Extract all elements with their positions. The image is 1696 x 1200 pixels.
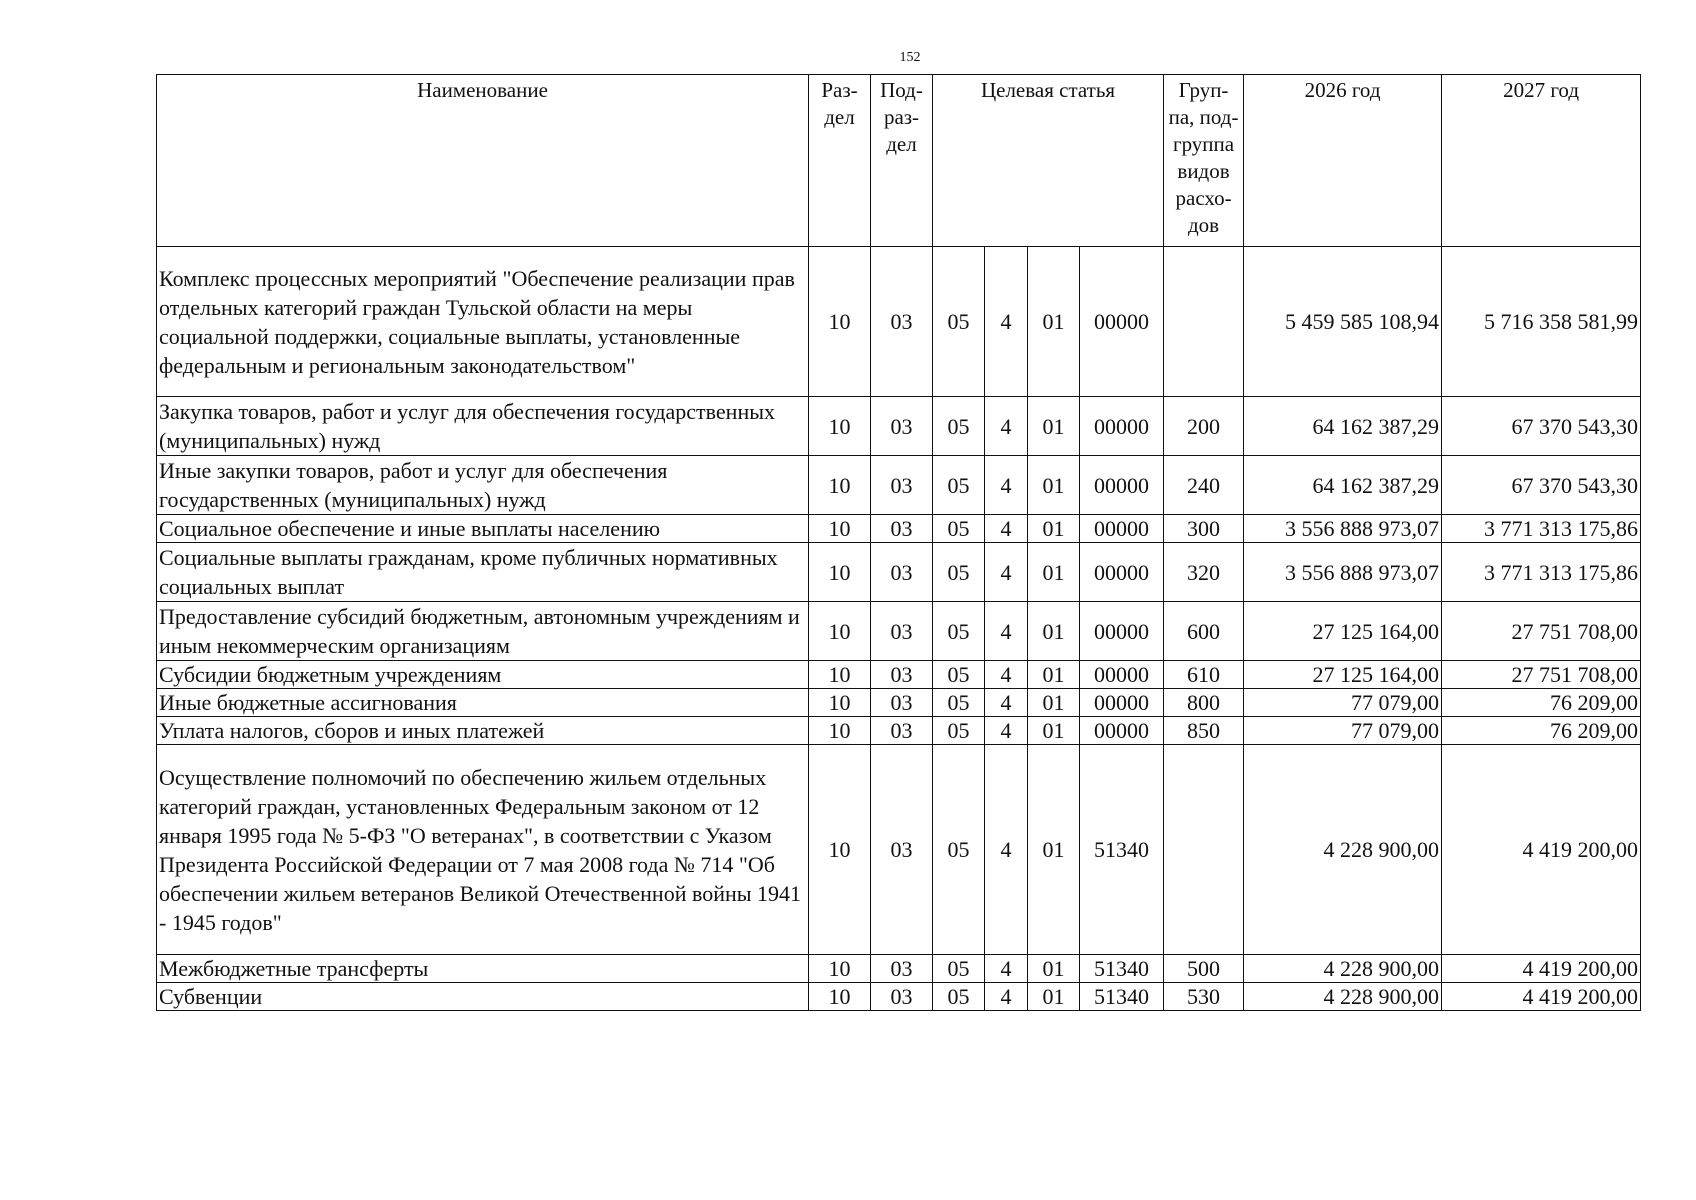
row-target-type: 4 <box>985 456 1028 515</box>
row-target-structure: 01 <box>1028 717 1080 745</box>
row-name: Осуществление полномочий по обеспечению жильем отдельных категорий граждан, установленных Федеральным законом от 12 января 1995 года № 5-ФЗ "О ветеранах", в соответствии с Указом Президента Российской Федерации от 7 мая 2008 года № 714 "Об обеспечении жильем ветеранов Великой Отечественной войны 1941 - 1945 годов" <box>157 745 809 955</box>
header-section: Раз- дел <box>809 75 871 247</box>
row-target-type: 4 <box>985 955 1028 983</box>
row-target-program: 05 <box>933 397 985 456</box>
row-expense-group <box>1164 247 1244 397</box>
row-expense-group: 800 <box>1164 689 1244 717</box>
table-header-row <box>157 75 1641 247</box>
row-section: 10 <box>809 745 871 955</box>
row-amount-2026: 3 556 888 973,07 <box>1244 515 1442 543</box>
row-expense-group <box>1164 745 1244 955</box>
row-amount-2027: 76 209,00 <box>1442 717 1641 745</box>
row-target-direction: 00000 <box>1080 602 1164 661</box>
table-row <box>157 717 1641 745</box>
table-row <box>157 247 1641 397</box>
row-subsection: 03 <box>871 745 933 955</box>
row-target-program: 05 <box>933 602 985 661</box>
row-section: 10 <box>809 602 871 661</box>
table-row <box>157 689 1641 717</box>
row-name: Социальные выплаты гражданам, кроме публичных нормативных социальных выплат <box>157 543 809 602</box>
row-subsection: 03 <box>871 247 933 397</box>
row-amount-2026: 64 162 387,29 <box>1244 456 1442 515</box>
row-subsection: 03 <box>871 955 933 983</box>
row-expense-group: 240 <box>1164 456 1244 515</box>
row-expense-group: 300 <box>1164 515 1244 543</box>
row-subsection: 03 <box>871 983 933 1011</box>
row-target-direction: 00000 <box>1080 515 1164 543</box>
row-amount-2026: 3 556 888 973,07 <box>1244 543 1442 602</box>
header-name: Наименование <box>157 75 809 247</box>
row-target-direction: 00000 <box>1080 543 1164 602</box>
table-body <box>157 247 1641 1011</box>
row-target-direction: 00000 <box>1080 247 1164 397</box>
row-amount-2026: 4 228 900,00 <box>1244 745 1442 955</box>
table-row <box>157 456 1641 515</box>
row-expense-group: 500 <box>1164 955 1244 983</box>
row-amount-2027: 67 370 543,30 <box>1442 397 1641 456</box>
row-section: 10 <box>809 717 871 745</box>
row-expense-group: 850 <box>1164 717 1244 745</box>
row-amount-2026: 27 125 164,00 <box>1244 661 1442 689</box>
row-target-structure: 01 <box>1028 543 1080 602</box>
row-target-structure: 01 <box>1028 397 1080 456</box>
row-target-direction: 51340 <box>1080 983 1164 1011</box>
table-row <box>157 983 1641 1011</box>
row-name: Закупка товаров, работ и услуг для обеспечения государственных (муниципальных) нужд <box>157 397 809 456</box>
row-target-structure: 01 <box>1028 955 1080 983</box>
row-target-program: 05 <box>933 745 985 955</box>
row-target-structure: 01 <box>1028 602 1080 661</box>
row-target-direction: 00000 <box>1080 661 1164 689</box>
header-expense-group: Груп- па, под- группа видов расхо- дов <box>1164 75 1244 247</box>
row-amount-2027: 4 419 200,00 <box>1442 955 1641 983</box>
row-section: 10 <box>809 983 871 1011</box>
row-subsection: 03 <box>871 515 933 543</box>
row-section: 10 <box>809 397 871 456</box>
row-expense-group: 610 <box>1164 661 1244 689</box>
header-year-2026: 2026 год <box>1244 75 1442 247</box>
row-name: Уплата налогов, сборов и иных платежей <box>157 717 809 745</box>
row-target-program: 05 <box>933 247 985 397</box>
row-section: 10 <box>809 247 871 397</box>
row-expense-group: 530 <box>1164 983 1244 1011</box>
table-row <box>157 602 1641 661</box>
row-subsection: 03 <box>871 602 933 661</box>
row-name: Комплекс процессных мероприятий "Обеспечение реализации прав отдельных категорий граждан Тульской области на меры социальной поддержки, социальные выплаты, установленные федеральным и региональным законодательством" <box>157 247 809 397</box>
row-name: Межбюджетные трансферты <box>157 955 809 983</box>
row-amount-2027: 27 751 708,00 <box>1442 661 1641 689</box>
row-target-direction: 51340 <box>1080 745 1164 955</box>
row-expense-group: 320 <box>1164 543 1244 602</box>
row-target-program: 05 <box>933 955 985 983</box>
row-name: Иные бюджетные ассигнования <box>157 689 809 717</box>
row-target-type: 4 <box>985 745 1028 955</box>
row-amount-2027: 27 751 708,00 <box>1442 602 1641 661</box>
row-target-type: 4 <box>985 983 1028 1011</box>
row-amount-2027: 4 419 200,00 <box>1442 745 1641 955</box>
row-target-structure: 01 <box>1028 745 1080 955</box>
row-section: 10 <box>809 689 871 717</box>
row-target-program: 05 <box>933 983 985 1011</box>
row-section: 10 <box>809 543 871 602</box>
row-target-direction: 00000 <box>1080 689 1164 717</box>
row-amount-2026: 4 228 900,00 <box>1244 955 1442 983</box>
table-row <box>157 661 1641 689</box>
row-subsection: 03 <box>871 456 933 515</box>
row-target-program: 05 <box>933 661 985 689</box>
row-target-structure: 01 <box>1028 689 1080 717</box>
header-subsection: Под- раз- дел <box>871 75 933 247</box>
row-name: Предоставление субсидий бюджетным, автономным учреждениям и иным некоммерческим организациям <box>157 602 809 661</box>
row-target-program: 05 <box>933 543 985 602</box>
row-target-program: 05 <box>933 456 985 515</box>
header-year-2027: 2027 год <box>1442 75 1641 247</box>
row-name: Субсидии бюджетным учреждениям <box>157 661 809 689</box>
table-row <box>157 955 1641 983</box>
row-amount-2026: 5 459 585 108,94 <box>1244 247 1442 397</box>
row-amount-2027: 4 419 200,00 <box>1442 983 1641 1011</box>
header-target-article: Целевая статья <box>933 75 1164 247</box>
table-row <box>157 745 1641 955</box>
row-target-type: 4 <box>985 602 1028 661</box>
row-target-type: 4 <box>985 515 1028 543</box>
row-amount-2026: 77 079,00 <box>1244 717 1442 745</box>
row-name: Иные закупки товаров, работ и услуг для обеспечения государственных (муниципальных) нужд <box>157 456 809 515</box>
budget-table <box>156 74 1641 1011</box>
table-row <box>157 397 1641 456</box>
row-target-direction: 00000 <box>1080 397 1164 456</box>
row-target-program: 05 <box>933 515 985 543</box>
row-target-type: 4 <box>985 543 1028 602</box>
row-amount-2027: 3 771 313 175,86 <box>1442 543 1641 602</box>
row-target-program: 05 <box>933 717 985 745</box>
row-subsection: 03 <box>871 689 933 717</box>
row-target-structure: 01 <box>1028 456 1080 515</box>
table-row <box>157 543 1641 602</box>
row-amount-2027: 76 209,00 <box>1442 689 1641 717</box>
row-target-program: 05 <box>933 689 985 717</box>
row-amount-2027: 67 370 543,30 <box>1442 456 1641 515</box>
row-expense-group: 200 <box>1164 397 1244 456</box>
row-target-type: 4 <box>985 661 1028 689</box>
row-target-structure: 01 <box>1028 661 1080 689</box>
row-target-direction: 51340 <box>1080 955 1164 983</box>
row-subsection: 03 <box>871 543 933 602</box>
row-amount-2027: 5 716 358 581,99 <box>1442 247 1641 397</box>
row-target-structure: 01 <box>1028 983 1080 1011</box>
row-subsection: 03 <box>871 397 933 456</box>
row-subsection: 03 <box>871 717 933 745</box>
row-target-type: 4 <box>985 247 1028 397</box>
row-expense-group: 600 <box>1164 602 1244 661</box>
row-section: 10 <box>809 456 871 515</box>
row-target-type: 4 <box>985 689 1028 717</box>
row-amount-2027: 3 771 313 175,86 <box>1442 515 1641 543</box>
row-target-structure: 01 <box>1028 247 1080 397</box>
row-amount-2026: 4 228 900,00 <box>1244 983 1442 1011</box>
row-name: Субвенции <box>157 983 809 1011</box>
row-amount-2026: 64 162 387,29 <box>1244 397 1442 456</box>
table-row <box>157 515 1641 543</box>
row-section: 10 <box>809 955 871 983</box>
row-subsection: 03 <box>871 661 933 689</box>
page-number: 152 <box>899 50 921 65</box>
row-target-direction: 00000 <box>1080 717 1164 745</box>
row-target-direction: 00000 <box>1080 456 1164 515</box>
row-section: 10 <box>809 515 871 543</box>
row-target-type: 4 <box>985 397 1028 456</box>
row-target-structure: 01 <box>1028 515 1080 543</box>
row-name: Социальное обеспечение и иные выплаты населению <box>157 515 809 543</box>
row-amount-2026: 27 125 164,00 <box>1244 602 1442 661</box>
row-amount-2026: 77 079,00 <box>1244 689 1442 717</box>
row-target-type: 4 <box>985 717 1028 745</box>
row-section: 10 <box>809 661 871 689</box>
